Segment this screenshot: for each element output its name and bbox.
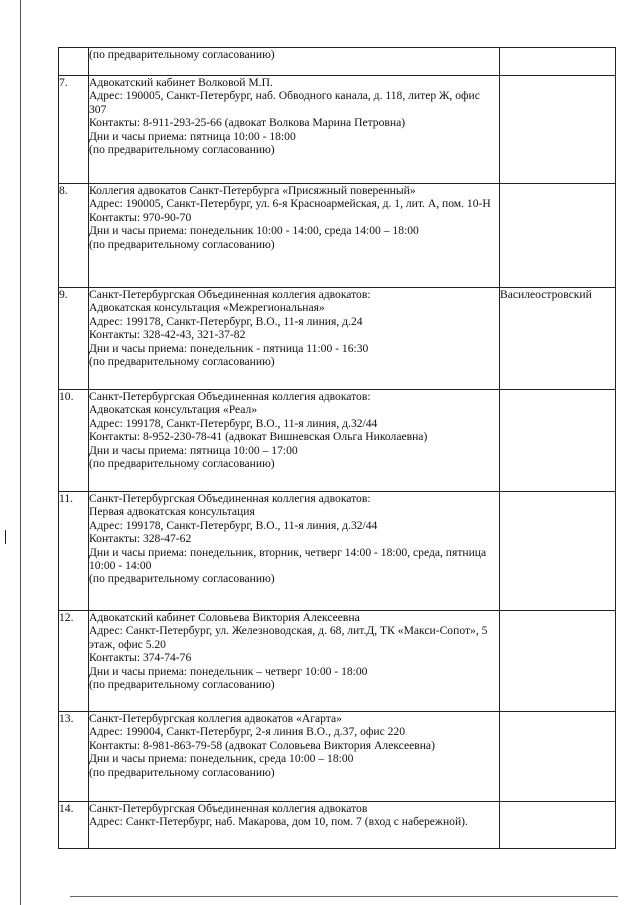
consultation-name: Адвокатская консультация «Реал» — [89, 403, 258, 417]
district-cell — [500, 76, 616, 184]
row-number: 7. — [59, 76, 68, 89]
org-name: Санкт-Петербургская коллегия адвокатов «Агарта» — [89, 712, 342, 725]
district-cell — [500, 48, 616, 76]
row-info-cell — [89, 288, 500, 390]
row-number: 9. — [59, 288, 68, 301]
row-info-cell — [89, 390, 500, 492]
address: Адрес: 199178, Санкт-Петербург, В.О., 11-я линия, д.24 — [89, 314, 363, 328]
address: Адрес: 199178, Санкт-Петербург, В.О., 11-я линия, д.32/44 — [89, 416, 378, 430]
row-number: 13. — [59, 712, 74, 725]
advocates-table — [58, 47, 616, 849]
row-number: 10. — [59, 390, 74, 403]
org-name: Санкт-Петербургская Объединенная коллегия адвокатов — [89, 802, 368, 815]
reception-hours: Дни и часы приема: понедельник, вторник, четверг 14:00 - 18:00, среда, пятница 10:00 - 14:00 — [89, 545, 487, 573]
table-row — [59, 390, 616, 492]
appointment-note: (по предварительному согласованию) — [89, 678, 275, 692]
row-info-cell — [89, 802, 500, 849]
row-number: 12. — [59, 611, 74, 624]
org-name: Адвокатский кабинет Волковой М.П. — [89, 76, 273, 89]
org-name: Коллегия адвокатов Санкт-Петербурга «Присяжный поверенный» — [89, 184, 416, 197]
district-cell — [500, 390, 616, 492]
district-cell — [500, 802, 616, 849]
contacts: Контакты: 374-74-76 — [89, 651, 192, 665]
district-cell — [500, 288, 616, 390]
row-info-cell — [89, 184, 500, 288]
row-number-cell — [59, 611, 89, 712]
table-row — [59, 712, 616, 802]
appointment-note: (по предварительному согласованию) — [89, 237, 275, 251]
appointment-note: (по предварительному согласованию) — [89, 143, 275, 157]
contacts: Контакты: 8-911-293-25-66 (адвокат Волкова Марина Петровна) — [89, 116, 406, 130]
contacts: Контакты: 8-981-863-79-58 (адвокат Соловьева Виктория Алексеевна) — [89, 738, 435, 752]
reception-hours: Дни и часы приема: понедельник – четверг 10:00 - 18:00 — [89, 664, 368, 678]
district-name: Василеостровский — [500, 288, 592, 301]
reception-hours: Дни и часы приема: пятница 10:00 - 18:00 — [89, 129, 296, 143]
row-number-cell — [59, 390, 89, 492]
district-cell — [500, 184, 616, 288]
reception-hours: Дни и часы приема: понедельник, среда 10:00 – 18:00 — [89, 752, 354, 766]
reception-hours: Дни и часы приема: понедельник 10:00 - 14:00, среда 14:00 – 18:00 — [89, 224, 419, 238]
org-name: Санкт-Петербургская Объединенная коллегия адвокатов: — [89, 492, 371, 505]
contacts: Контакты: 328-47-62 — [89, 532, 192, 546]
row-number-cell — [59, 48, 89, 76]
row-number-cell — [59, 802, 89, 849]
contacts: Контакты: 8-952-230-78-41 (адвокат Вишневская Ольга Николаевна) — [89, 430, 428, 444]
row-info-cell — [89, 76, 500, 184]
table-row — [59, 76, 616, 184]
table-row — [59, 611, 616, 712]
appointment-note: (по предварительному согласованию) — [89, 765, 275, 779]
row-number-cell — [59, 76, 89, 184]
address: Адрес: 199004, Санкт-Петербург, 2-я линия В.О., д.37, офис 220 — [89, 725, 406, 739]
district-cell — [500, 611, 616, 712]
page-bottom-rule — [70, 896, 618, 897]
table-row — [59, 184, 616, 288]
page-edge-line — [20, 0, 21, 905]
consultation-name: Первая адвокатская консультация — [89, 505, 255, 519]
contacts: Контакты: 328-42-43, 321-37-82 — [89, 328, 246, 342]
row-number-cell — [59, 492, 89, 611]
address: Адрес: 190005, Санкт-Петербург, ул. 6-я Красноармейская, д. 1, лит. А, пом. 10-Н — [89, 197, 491, 211]
table-row — [59, 288, 616, 390]
org-name: Санкт-Петербургская Объединенная коллегия адвокатов: — [89, 288, 371, 301]
consultation-name: Адвокатская консультация «Межрегиональная» — [89, 301, 325, 315]
row-info-cell — [89, 48, 500, 76]
row-number: 8. — [59, 184, 68, 197]
address: Адрес: 190005, Санкт-Петербург, наб. Обводного канала, д. 118, литер Ж, офис 307 — [89, 89, 480, 116]
row-number-cell — [59, 712, 89, 802]
address: Адрес: 199178, Санкт-Петербург, В.О., 11-я линия, д.32/44 — [89, 518, 378, 532]
org-name: Адвокатский кабинет Соловьева Виктория Алексеевна — [89, 611, 360, 624]
table-row — [59, 802, 616, 849]
row-number-cell — [59, 184, 89, 288]
org-name: Санкт-Петербургская Объединенная коллегия адвокатов: — [89, 390, 371, 403]
binding-mark — [5, 530, 6, 544]
continuation-note: (по предварительному согласованию) — [89, 48, 275, 61]
row-info-cell — [89, 611, 500, 712]
row-number: 14. — [59, 802, 74, 815]
table-row-continuation — [59, 48, 616, 76]
appointment-note: (по предварительному согласованию) — [89, 355, 275, 369]
appointment-note: (по предварительному согласованию) — [89, 572, 275, 586]
row-info-cell — [89, 492, 500, 611]
reception-hours: Дни и часы приема: понедельник - пятница 11:00 - 16:30 — [89, 341, 369, 355]
appointment-note: (по предварительному согласованию) — [89, 457, 275, 471]
district-cell — [500, 712, 616, 802]
row-number: 11. — [59, 492, 74, 505]
reception-hours: Дни и часы приема: пятница 10:00 – 17:00 — [89, 443, 298, 457]
contacts: Контакты: 970-90-70 — [89, 210, 192, 224]
district-cell — [500, 492, 616, 611]
address: Адрес: Санкт-Петербург, наб. Макарова, дом 10, пом. 7 (вход с набережной). — [89, 815, 468, 829]
address: Адрес: Санкт-Петербург, ул. Железноводская, д. 68, лит.Д, ТК «Макси-Сопот», 5 этаж, офис 5.20 — [89, 624, 488, 651]
table-row — [59, 492, 616, 611]
row-number-cell — [59, 288, 89, 390]
row-info-cell — [89, 712, 500, 802]
